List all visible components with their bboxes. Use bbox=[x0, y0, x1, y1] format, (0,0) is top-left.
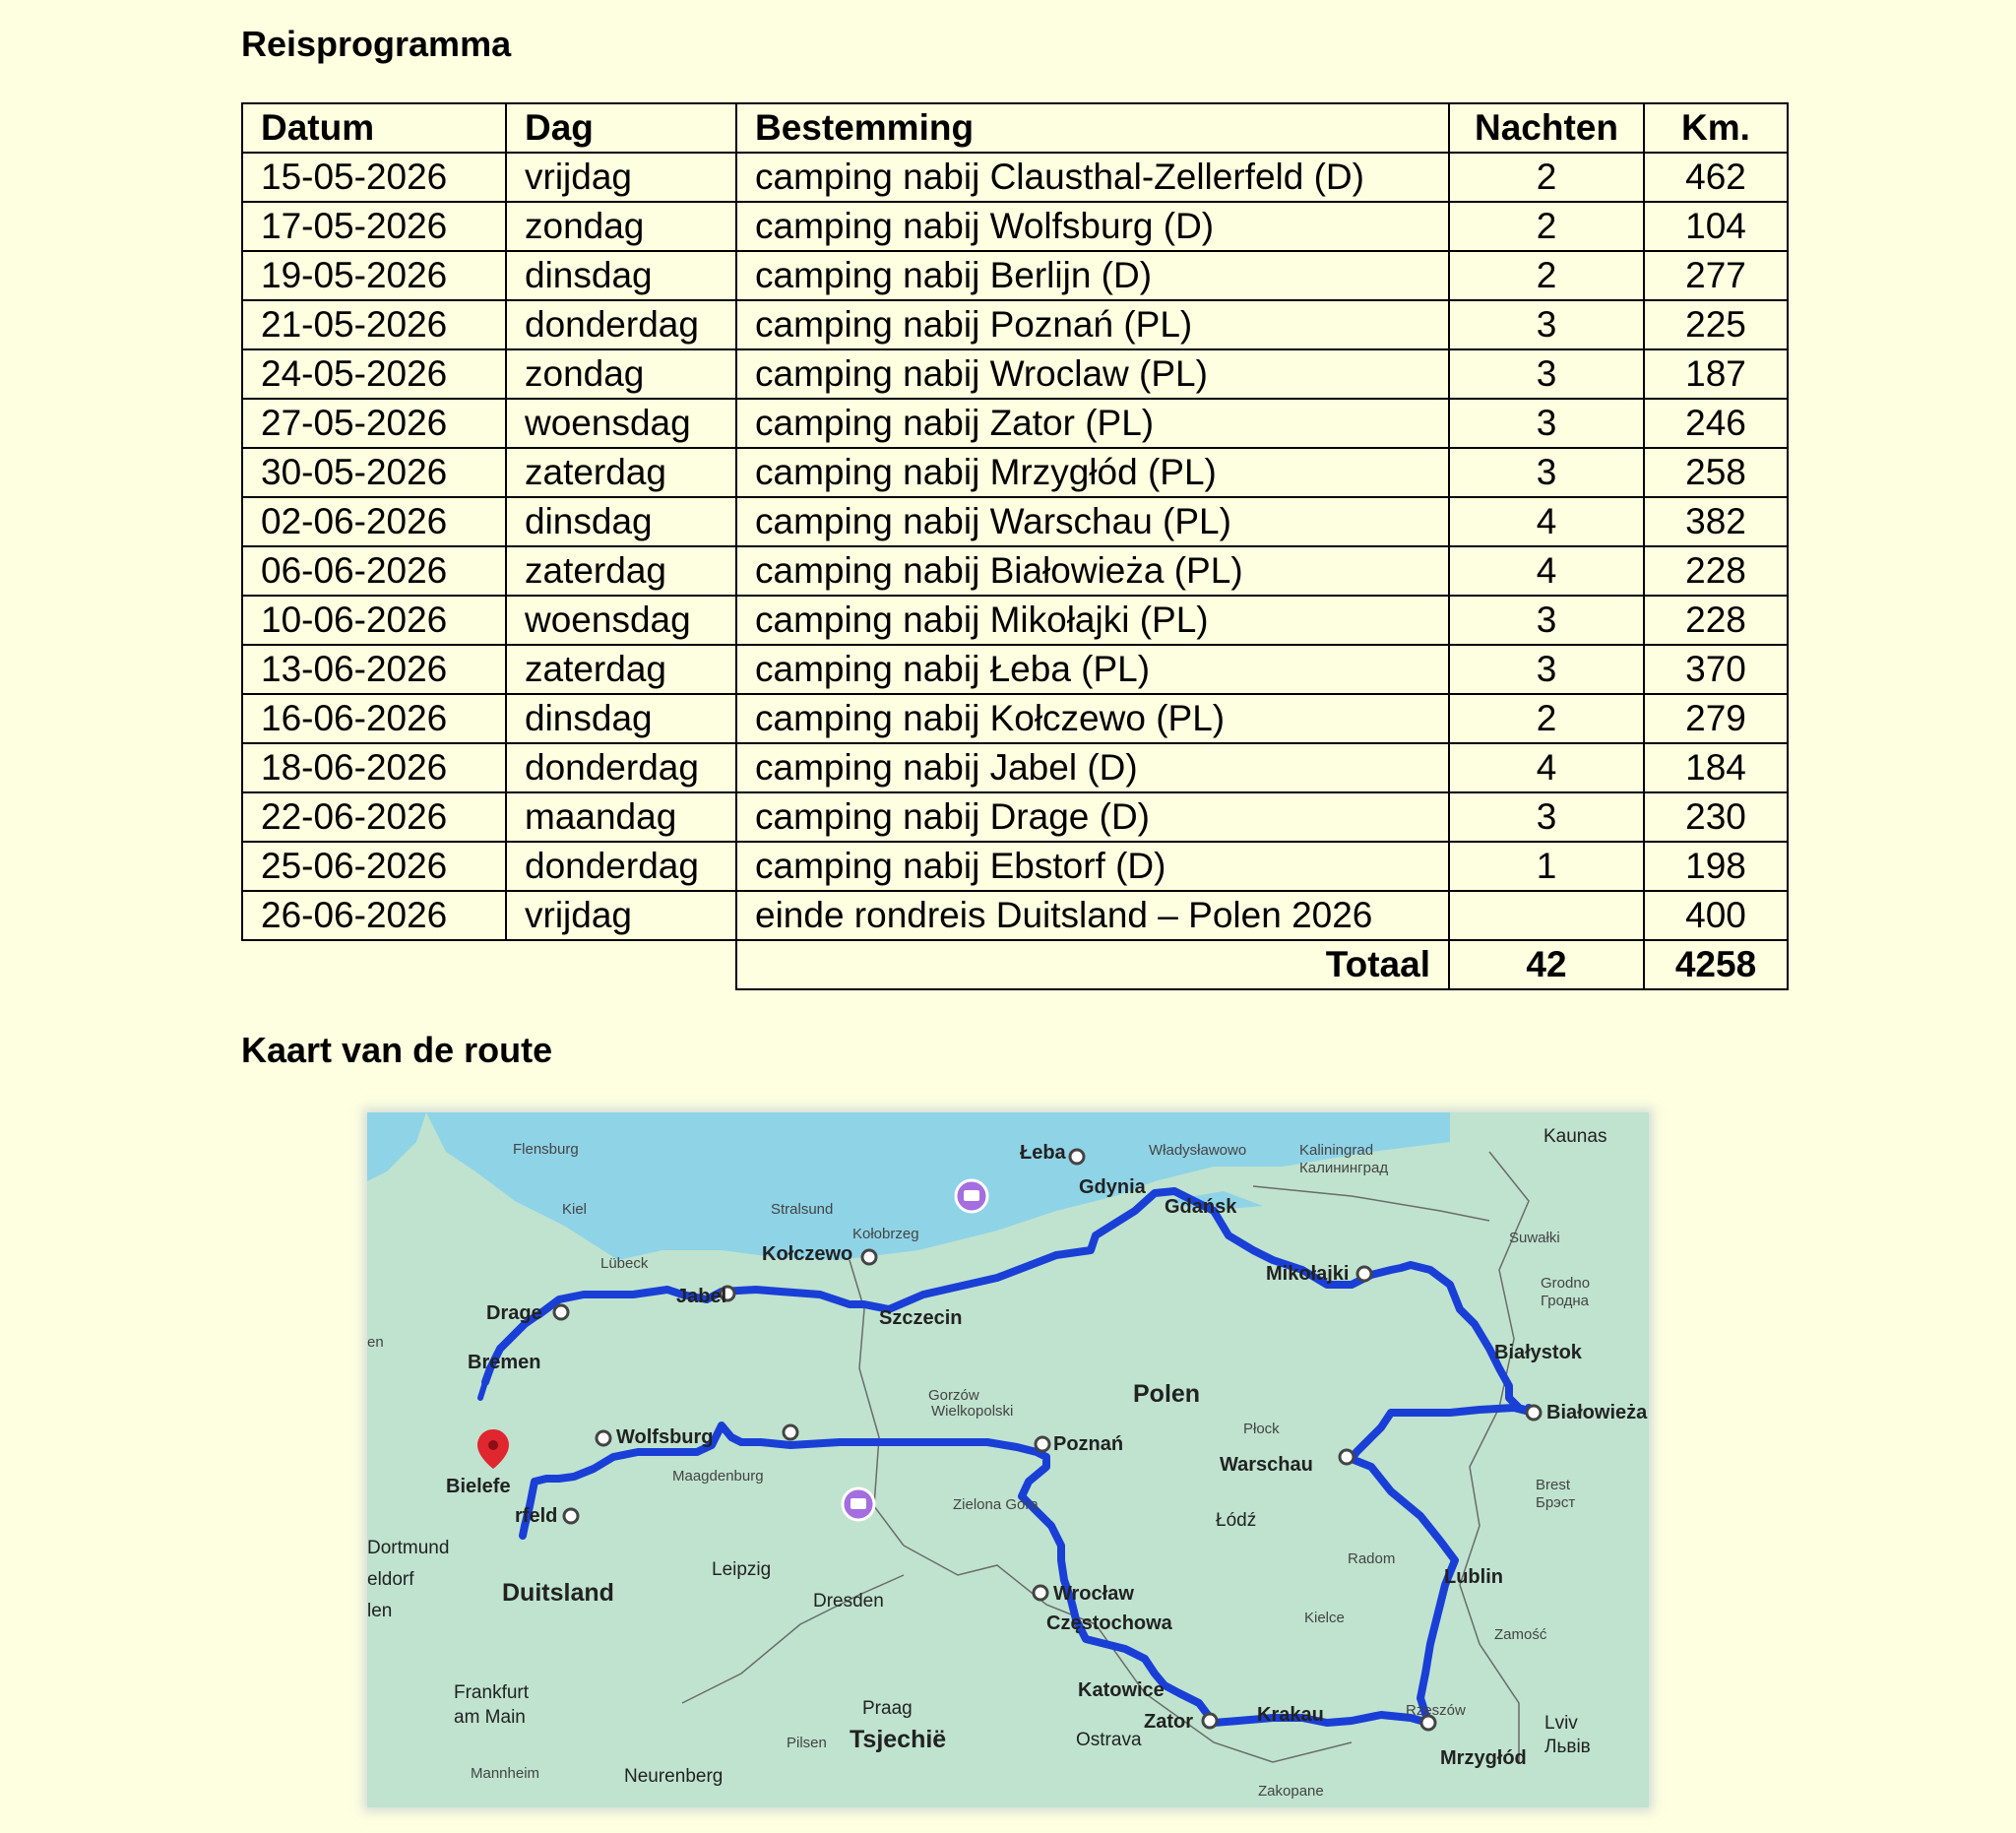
cell-day: woensdag bbox=[506, 399, 736, 448]
table-row bbox=[242, 349, 1788, 399]
cell-km: 279 bbox=[1644, 694, 1788, 743]
cell-nights bbox=[1449, 891, 1644, 940]
cell-destination: camping nabij Mrzygłód (PL) bbox=[736, 448, 1449, 497]
cell-date: 19-05-2026 bbox=[242, 251, 506, 300]
cell-nights: 3 bbox=[1449, 645, 1644, 694]
cell-date: 27-05-2026 bbox=[242, 399, 506, 448]
cell-km: 246 bbox=[1644, 399, 1788, 448]
stop-zellerfeld[interactable] bbox=[564, 1509, 578, 1523]
table-row bbox=[242, 596, 1788, 645]
label-krakau: Krakau bbox=[1257, 1704, 1324, 1726]
cell-destination: camping nabij Zator (PL) bbox=[736, 399, 1449, 448]
place-kolobrzeg: Kołobrzeg bbox=[852, 1226, 919, 1242]
cell-date: 10-06-2026 bbox=[242, 596, 506, 645]
cell-date: 18-06-2026 bbox=[242, 743, 506, 792]
table-row bbox=[242, 251, 1788, 300]
cell-date: 13-06-2026 bbox=[242, 645, 506, 694]
label-poznan: Poznań bbox=[1053, 1433, 1124, 1455]
cell-km: 198 bbox=[1644, 842, 1788, 891]
label-gdansk: Gdańsk bbox=[1165, 1196, 1237, 1218]
cell-nights: 4 bbox=[1449, 546, 1644, 596]
place-brest-cyr: Брэст bbox=[1536, 1494, 1576, 1511]
place-suwalki: Suwałki bbox=[1509, 1230, 1560, 1246]
cell-destination: einde rondreis Duitsland – Polen 2026 bbox=[736, 891, 1449, 940]
table-row bbox=[242, 202, 1788, 251]
cell-date: 21-05-2026 bbox=[242, 300, 506, 349]
poi-marker-1[interactable] bbox=[956, 1180, 987, 1212]
stop-wroclaw[interactable] bbox=[1034, 1586, 1047, 1600]
place-wladyslawowo: Władysławowo bbox=[1149, 1142, 1247, 1159]
place-frankfurt: Frankfurt bbox=[454, 1682, 530, 1703]
place-plock: Płock bbox=[1243, 1421, 1280, 1437]
place-magdeburg: Maagdenburg bbox=[672, 1468, 764, 1485]
cell-date: 24-05-2026 bbox=[242, 349, 506, 399]
label-bielefeld: Bielefe bbox=[446, 1476, 511, 1497]
cell-day: dinsdag bbox=[506, 497, 736, 546]
cell-destination: camping nabij Clausthal-Zellerfeld (D) bbox=[736, 153, 1449, 202]
country-czechia: Tsjechië bbox=[850, 1726, 947, 1753]
place-lubeck: Lübeck bbox=[600, 1255, 649, 1272]
place-leipzig: Leipzig bbox=[712, 1559, 772, 1580]
country-poland: Polen bbox=[1133, 1380, 1201, 1408]
country-germany: Duitsland bbox=[502, 1579, 614, 1607]
place-rzeszow: Rzeszów bbox=[1406, 1702, 1466, 1719]
cell-day: donderdag bbox=[506, 300, 736, 349]
stop-mikolajki[interactable] bbox=[1357, 1267, 1371, 1281]
place-kielce: Kielce bbox=[1304, 1610, 1345, 1626]
label-mikolajki: Mikołajki bbox=[1266, 1263, 1350, 1285]
cell-nights: 4 bbox=[1449, 743, 1644, 792]
place-flensburg: Flensburg bbox=[513, 1141, 579, 1158]
cell-destination: camping nabij Ebstorf (D) bbox=[736, 842, 1449, 891]
cell-nights: 2 bbox=[1449, 251, 1644, 300]
label-czestochowa: Częstochowa bbox=[1046, 1612, 1172, 1634]
place-lviv-cyr: Львів bbox=[1544, 1737, 1591, 1757]
total-km: 4258 bbox=[1644, 940, 1788, 989]
cell-km: 230 bbox=[1644, 792, 1788, 842]
cell-km: 228 bbox=[1644, 546, 1788, 596]
cell-date: 16-06-2026 bbox=[242, 694, 506, 743]
place-stralsund: Stralsund bbox=[771, 1201, 834, 1218]
label-bialystok: Białystok bbox=[1494, 1342, 1582, 1363]
label-leba: Łeba bbox=[1020, 1142, 1066, 1164]
stop-warschau[interactable] bbox=[1340, 1450, 1354, 1464]
cell-day: woensdag bbox=[506, 596, 736, 645]
total-row bbox=[242, 940, 1788, 989]
place-dusseldorf: eldorf bbox=[367, 1569, 414, 1590]
label-gdynia: Gdynia bbox=[1079, 1176, 1146, 1198]
place-mannheim: Mannheim bbox=[471, 1765, 540, 1782]
label-mrzyglod: Mrzygłód bbox=[1440, 1747, 1527, 1769]
label-zellerfeld: rfeld bbox=[515, 1505, 558, 1527]
place-zamosc: Zamość bbox=[1494, 1626, 1547, 1643]
cell-km: 104 bbox=[1644, 202, 1788, 251]
cell-km: 258 bbox=[1644, 448, 1788, 497]
label-katowice: Katowice bbox=[1078, 1679, 1165, 1701]
place-en: en bbox=[367, 1334, 384, 1351]
cell-nights: 3 bbox=[1449, 596, 1644, 645]
place-frankfurt-2: am Main bbox=[454, 1707, 526, 1728]
header-destination: Bestemming bbox=[736, 103, 1449, 153]
place-kaunas: Kaunas bbox=[1544, 1126, 1607, 1147]
label-kolczewo: Kołczewo bbox=[762, 1243, 853, 1265]
table-row bbox=[242, 399, 1788, 448]
cell-day: vrijdag bbox=[506, 153, 736, 202]
cell-nights: 3 bbox=[1449, 399, 1644, 448]
place-neurenberg: Neurenberg bbox=[624, 1766, 724, 1787]
cell-date: 22-06-2026 bbox=[242, 792, 506, 842]
cell-date: 15-05-2026 bbox=[242, 153, 506, 202]
stop-leba[interactable] bbox=[1070, 1150, 1084, 1164]
label-lublin: Lublin bbox=[1444, 1566, 1503, 1588]
cell-day: zaterdag bbox=[506, 448, 736, 497]
place-gorzow-2: Wielkopolski bbox=[931, 1403, 1014, 1420]
stop-bialowieza[interactable] bbox=[1527, 1406, 1541, 1420]
program-heading: Reisprogramma bbox=[241, 24, 512, 64]
cell-nights: 3 bbox=[1449, 300, 1644, 349]
itinerary-table bbox=[241, 102, 1789, 990]
place-grodno: Grodno bbox=[1541, 1275, 1591, 1292]
place-ostrava: Ostrava bbox=[1076, 1730, 1142, 1750]
label-bialowieza: Białowieża bbox=[1546, 1402, 1648, 1423]
cell-km: 400 bbox=[1644, 891, 1788, 940]
cell-date: 17-05-2026 bbox=[242, 202, 506, 251]
cell-km: 382 bbox=[1644, 497, 1788, 546]
table-row bbox=[242, 497, 1788, 546]
place-dortmund: Dortmund bbox=[367, 1538, 450, 1558]
cell-nights: 2 bbox=[1449, 153, 1644, 202]
table-row bbox=[242, 300, 1788, 349]
place-radom: Radom bbox=[1348, 1550, 1396, 1567]
place-zielona-gora: Zielona Góra bbox=[953, 1496, 1039, 1513]
table-row bbox=[242, 891, 1788, 940]
cell-destination: camping nabij Mikołajki (PL) bbox=[736, 596, 1449, 645]
stop-kolczewo[interactable] bbox=[862, 1250, 876, 1264]
cell-km: 184 bbox=[1644, 743, 1788, 792]
cell-day: zondag bbox=[506, 202, 736, 251]
place-pilsen: Pilsen bbox=[787, 1735, 827, 1751]
cell-date: 30-05-2026 bbox=[242, 448, 506, 497]
table-row bbox=[242, 448, 1788, 497]
label-jabel: Jabel bbox=[676, 1286, 727, 1307]
cell-km: 187 bbox=[1644, 349, 1788, 399]
poi-marker-2[interactable] bbox=[843, 1488, 874, 1520]
place-grodno-cyr: Гродна bbox=[1541, 1293, 1590, 1309]
cell-day: maandag bbox=[506, 792, 736, 842]
cell-km: 370 bbox=[1644, 645, 1788, 694]
place-brest: Brest bbox=[1536, 1477, 1571, 1493]
cell-destination: camping nabij Wolfsburg (D) bbox=[736, 202, 1449, 251]
cell-km: 225 bbox=[1644, 300, 1788, 349]
total-nights: 42 bbox=[1449, 940, 1644, 989]
table-row bbox=[242, 743, 1788, 792]
label-bremen: Bremen bbox=[468, 1352, 541, 1373]
cell-date: 26-06-2026 bbox=[242, 891, 506, 940]
cell-day: donderdag bbox=[506, 842, 736, 891]
place-praag: Praag bbox=[862, 1698, 913, 1719]
place-zakopane: Zakopane bbox=[1258, 1783, 1324, 1800]
cell-day: zaterdag bbox=[506, 546, 736, 596]
label-zator: Zator bbox=[1144, 1711, 1193, 1733]
cell-destination: camping nabij Białowieża (PL) bbox=[736, 546, 1449, 596]
label-szczecin: Szczecin bbox=[879, 1307, 963, 1329]
stop-wolfsburg[interactable] bbox=[597, 1431, 610, 1445]
stop-zator[interactable] bbox=[1203, 1714, 1217, 1728]
cell-destination: camping nabij Drage (D) bbox=[736, 792, 1449, 842]
cell-destination: camping nabij Warschau (PL) bbox=[736, 497, 1449, 546]
cell-km: 277 bbox=[1644, 251, 1788, 300]
table-row bbox=[242, 792, 1788, 842]
cell-nights: 1 bbox=[1449, 842, 1644, 891]
total-label: Totaal bbox=[1325, 944, 1430, 984]
cell-km: 228 bbox=[1644, 596, 1788, 645]
cell-destination: camping nabij Jabel (D) bbox=[736, 743, 1449, 792]
cell-date: 02-06-2026 bbox=[242, 497, 506, 546]
place-kaliningrad: Kaliningrad bbox=[1299, 1142, 1374, 1159]
table-row bbox=[242, 694, 1788, 743]
cell-destination: camping nabij Łeba (PL) bbox=[736, 645, 1449, 694]
place-gorzow: Gorzów bbox=[928, 1387, 979, 1404]
cell-day: zaterdag bbox=[506, 645, 736, 694]
cell-destination: camping nabij Wroclaw (PL) bbox=[736, 349, 1449, 399]
cell-nights: 3 bbox=[1449, 448, 1644, 497]
label-warschau: Warschau bbox=[1220, 1454, 1313, 1476]
label-wroclaw: Wrocław bbox=[1053, 1583, 1134, 1605]
cell-destination: camping nabij Berlijn (D) bbox=[736, 251, 1449, 300]
place-dresden: Dresden bbox=[813, 1591, 884, 1612]
cell-nights: 2 bbox=[1449, 694, 1644, 743]
cell-day: dinsdag bbox=[506, 251, 736, 300]
cell-destination: camping nabij Poznań (PL) bbox=[736, 300, 1449, 349]
route-map[interactable] bbox=[367, 1112, 1649, 1807]
header-km: Km. bbox=[1644, 103, 1788, 153]
place-kaliningrad-cyr: Калининград bbox=[1299, 1160, 1389, 1176]
cell-day: dinsdag bbox=[506, 694, 736, 743]
place-kiel: Kiel bbox=[562, 1201, 588, 1218]
map-heading: Kaart van de route bbox=[241, 1030, 553, 1070]
place-koln: len bbox=[367, 1601, 393, 1621]
cell-date: 25-06-2026 bbox=[242, 842, 506, 891]
cell-nights: 3 bbox=[1449, 792, 1644, 842]
table-row bbox=[242, 153, 1788, 202]
label-wolfsburg: Wolfsburg bbox=[616, 1426, 714, 1448]
header-date: Datum bbox=[242, 103, 506, 153]
table-row bbox=[242, 546, 1788, 596]
table-row bbox=[242, 645, 1788, 694]
cell-nights: 2 bbox=[1449, 202, 1644, 251]
total-label-cell bbox=[736, 940, 1449, 989]
cell-nights: 4 bbox=[1449, 497, 1644, 546]
header-day: Dag bbox=[506, 103, 736, 153]
cell-date: 06-06-2026 bbox=[242, 546, 506, 596]
place-lviv: Lviv bbox=[1544, 1713, 1578, 1734]
cell-km: 462 bbox=[1644, 153, 1788, 202]
stop-drage[interactable] bbox=[554, 1305, 568, 1319]
stop-berlijn[interactable] bbox=[784, 1425, 797, 1439]
cell-nights: 3 bbox=[1449, 349, 1644, 399]
cell-day: vrijdag bbox=[506, 891, 736, 940]
table-header-row bbox=[242, 103, 1788, 153]
cell-day: donderdag bbox=[506, 743, 736, 792]
label-drage: Drage bbox=[486, 1302, 542, 1324]
header-nights: Nachten bbox=[1449, 103, 1644, 153]
place-lodz: Łódź bbox=[1216, 1510, 1257, 1531]
cell-day: zondag bbox=[506, 349, 736, 399]
cell-destination: camping nabij Kołczewo (PL) bbox=[736, 694, 1449, 743]
table-row bbox=[242, 842, 1788, 891]
stop-poznan[interactable] bbox=[1036, 1437, 1049, 1451]
